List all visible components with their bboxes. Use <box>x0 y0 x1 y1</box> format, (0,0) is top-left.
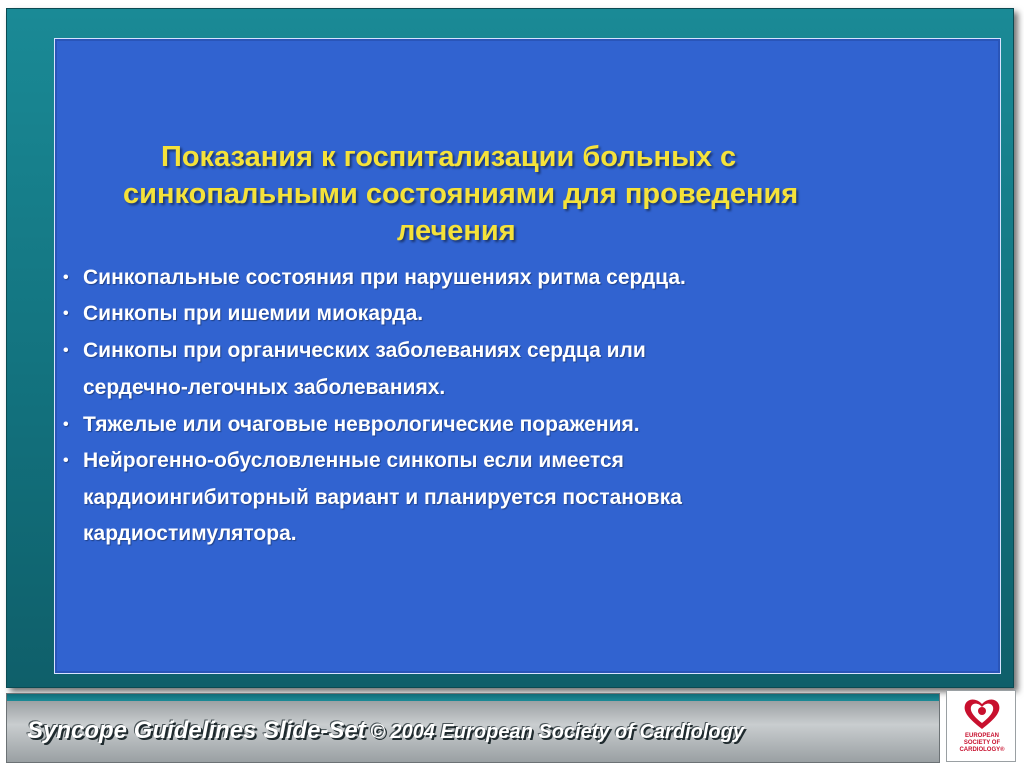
footer-bar <box>6 693 940 763</box>
logo-text-line: CARDIOLOGY® <box>959 747 1005 753</box>
bullet-line <box>63 339 646 363</box>
logo-text-line: EUROPEAN <box>964 733 999 739</box>
title-line: Показания к госпитализации больных с <box>161 141 737 173</box>
bullet-text: Синкопы при органических заболеваниях сердца или <box>83 339 646 362</box>
bullet-marker: • <box>63 416 69 433</box>
bullet-text: Нейрогенно-обусловленные синкопы если имеется <box>83 449 624 472</box>
title-line: лечения <box>397 215 516 247</box>
bullet-marker: • <box>63 269 69 286</box>
heart-icon <box>961 696 1003 732</box>
series-title: Syncope Guidelines Slide-Set <box>27 717 366 744</box>
copyright-notice: © 2004 European Society of Cardiology <box>370 721 744 743</box>
bullet-marker: • <box>63 342 69 359</box>
esc-logo <box>946 690 1016 762</box>
logo-text-line: SOCIETY OF <box>963 740 1001 746</box>
bullet-line-continued: сердечно-легочных заболеваниях. <box>83 376 446 399</box>
footer-credit <box>27 717 744 745</box>
logo-wordmark <box>947 733 1017 754</box>
bullet-text: Тяжелые или очаговые неврологические поражения. <box>83 413 640 436</box>
content-panel <box>54 38 1001 674</box>
bullet-text: Синкопальные состояния при нарушениях ритма сердца. <box>83 266 686 289</box>
bullet-line <box>63 413 640 437</box>
bullet-line <box>63 449 624 473</box>
bullet-line <box>63 302 423 326</box>
bullet-line-continued: кардиоингибиторный вариант и планируется постановка <box>83 486 682 509</box>
bullet-marker: • <box>63 452 69 469</box>
bullet-line-continued: кардиостимулятора. <box>83 522 297 545</box>
bullet-text: Синкопы при ишемии миокарда. <box>83 302 424 325</box>
bullet-marker: • <box>63 305 69 322</box>
slide-frame <box>6 8 1014 688</box>
bullet-line <box>63 266 686 290</box>
title-line: синкопальными состояниями для проведения <box>123 178 799 210</box>
